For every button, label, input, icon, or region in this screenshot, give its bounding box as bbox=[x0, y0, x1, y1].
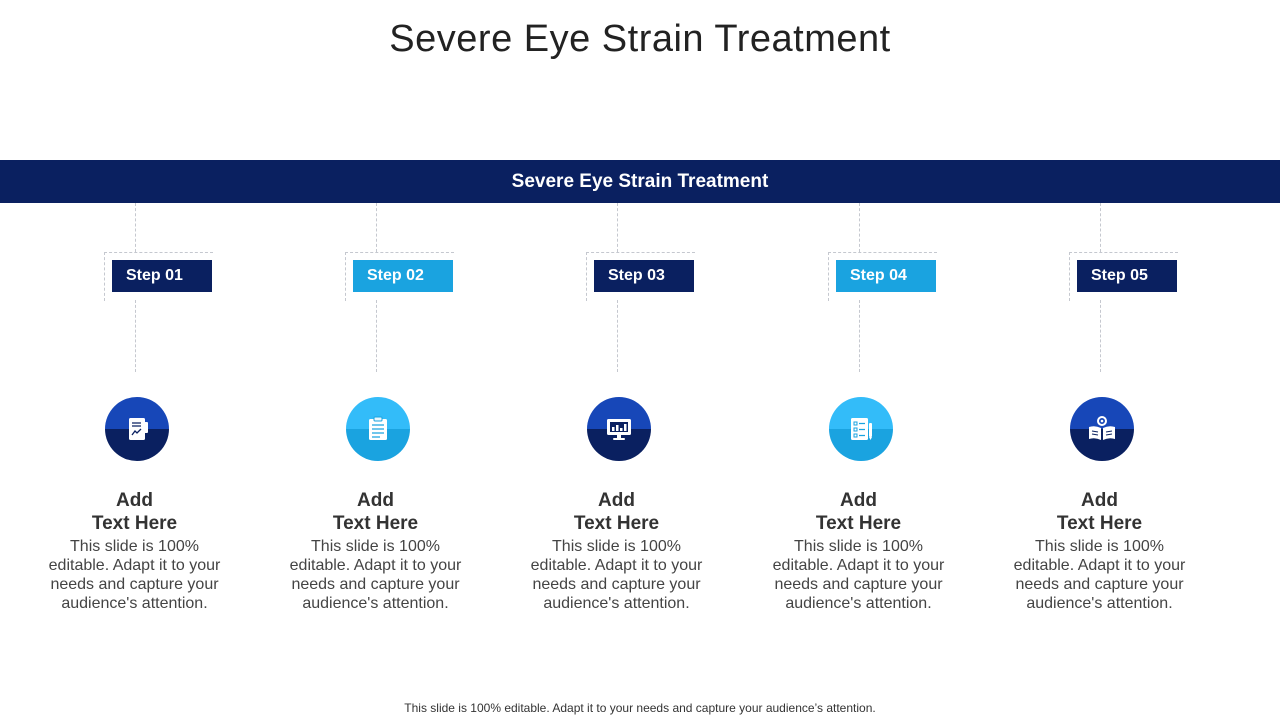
step-description bbox=[496, 537, 737, 613]
step-heading bbox=[14, 489, 255, 535]
step-icon-circle bbox=[587, 397, 651, 461]
footer-note: This slide is 100% editable. Adapt it to your needs and capture your audience’s attention. bbox=[404, 701, 876, 715]
step-heading-line: Text Here bbox=[573, 513, 660, 534]
description-line: audience's attention. bbox=[543, 595, 690, 612]
step-icon-circle bbox=[105, 397, 169, 461]
description-line: editable. Adapt it to your bbox=[1013, 557, 1186, 574]
step-badge: Step 05 bbox=[1077, 260, 1177, 292]
description-line: This slide is 100% bbox=[1035, 538, 1164, 555]
step-heading-line: Text Here bbox=[815, 513, 902, 534]
step-heading-line: Add bbox=[357, 490, 394, 511]
step-icon-circle bbox=[346, 397, 410, 461]
step-column-1 bbox=[14, 203, 255, 623]
description-line: This slide is 100% bbox=[794, 538, 923, 555]
description-line: needs and capture your bbox=[50, 576, 219, 593]
banner bbox=[0, 160, 1280, 203]
description-line: audience's attention. bbox=[302, 595, 449, 612]
connector-line bbox=[1100, 203, 1101, 252]
description-line: editable. Adapt it to your bbox=[772, 557, 945, 574]
description-line: audience's attention. bbox=[1026, 595, 1173, 612]
connector-line bbox=[617, 203, 618, 252]
step-badge: Step 04 bbox=[836, 260, 936, 292]
step-column-5 bbox=[979, 203, 1220, 623]
step-heading bbox=[255, 489, 496, 535]
step-heading-line: Text Here bbox=[1056, 513, 1143, 534]
checklist-pen-icon bbox=[845, 413, 877, 445]
document-chart-icon bbox=[121, 413, 153, 445]
step-heading-line: Text Here bbox=[91, 513, 178, 534]
step-description bbox=[14, 537, 255, 613]
step-column-4 bbox=[738, 203, 979, 623]
step-heading bbox=[979, 489, 1220, 535]
description-line: needs and capture your bbox=[291, 576, 460, 593]
description-line: needs and capture your bbox=[774, 576, 943, 593]
description-line: needs and capture your bbox=[532, 576, 701, 593]
connector-line bbox=[135, 203, 136, 252]
connector-line bbox=[376, 203, 377, 252]
description-line: This slide is 100% bbox=[311, 538, 440, 555]
connector-line bbox=[135, 300, 136, 372]
step-heading-line: Add bbox=[116, 490, 153, 511]
description-line: audience's attention. bbox=[785, 595, 932, 612]
description-line: This slide is 100% bbox=[552, 538, 681, 555]
connector-line bbox=[1100, 300, 1101, 372]
step-description bbox=[979, 537, 1220, 613]
description-line: editable. Adapt it to your bbox=[48, 557, 221, 574]
step-icon-circle bbox=[1070, 397, 1134, 461]
step-badge: Step 03 bbox=[594, 260, 694, 292]
banner-label: Severe Eye Strain Treatment bbox=[511, 170, 769, 192]
step-heading bbox=[738, 489, 979, 535]
clipboard-list-icon bbox=[362, 413, 394, 445]
description-line: editable. Adapt it to your bbox=[289, 557, 462, 574]
open-book-gear-icon bbox=[1086, 413, 1118, 445]
step-description bbox=[255, 537, 496, 613]
step-description bbox=[738, 537, 979, 613]
step-heading-line: Add bbox=[1081, 490, 1118, 511]
description-line: This slide is 100% bbox=[70, 538, 199, 555]
description-line: needs and capture your bbox=[1015, 576, 1184, 593]
description-line: audience's attention. bbox=[61, 595, 208, 612]
step-column-2 bbox=[255, 203, 496, 623]
connector-line bbox=[617, 300, 618, 372]
description-line: editable. Adapt it to your bbox=[530, 557, 703, 574]
step-badge: Step 01 bbox=[112, 260, 212, 292]
step-heading bbox=[496, 489, 737, 535]
connector-line bbox=[859, 203, 860, 252]
step-column-3 bbox=[496, 203, 737, 623]
connector-line bbox=[859, 300, 860, 372]
step-icon-circle bbox=[829, 397, 893, 461]
step-heading-line: Text Here bbox=[332, 513, 419, 534]
step-heading-line: Add bbox=[598, 490, 635, 511]
monitor-chart-icon bbox=[603, 413, 635, 445]
step-heading-line: Add bbox=[840, 490, 877, 511]
page-title: Severe Eye Strain Treatment bbox=[389, 18, 891, 60]
connector-line bbox=[376, 300, 377, 372]
step-badge: Step 02 bbox=[353, 260, 453, 292]
